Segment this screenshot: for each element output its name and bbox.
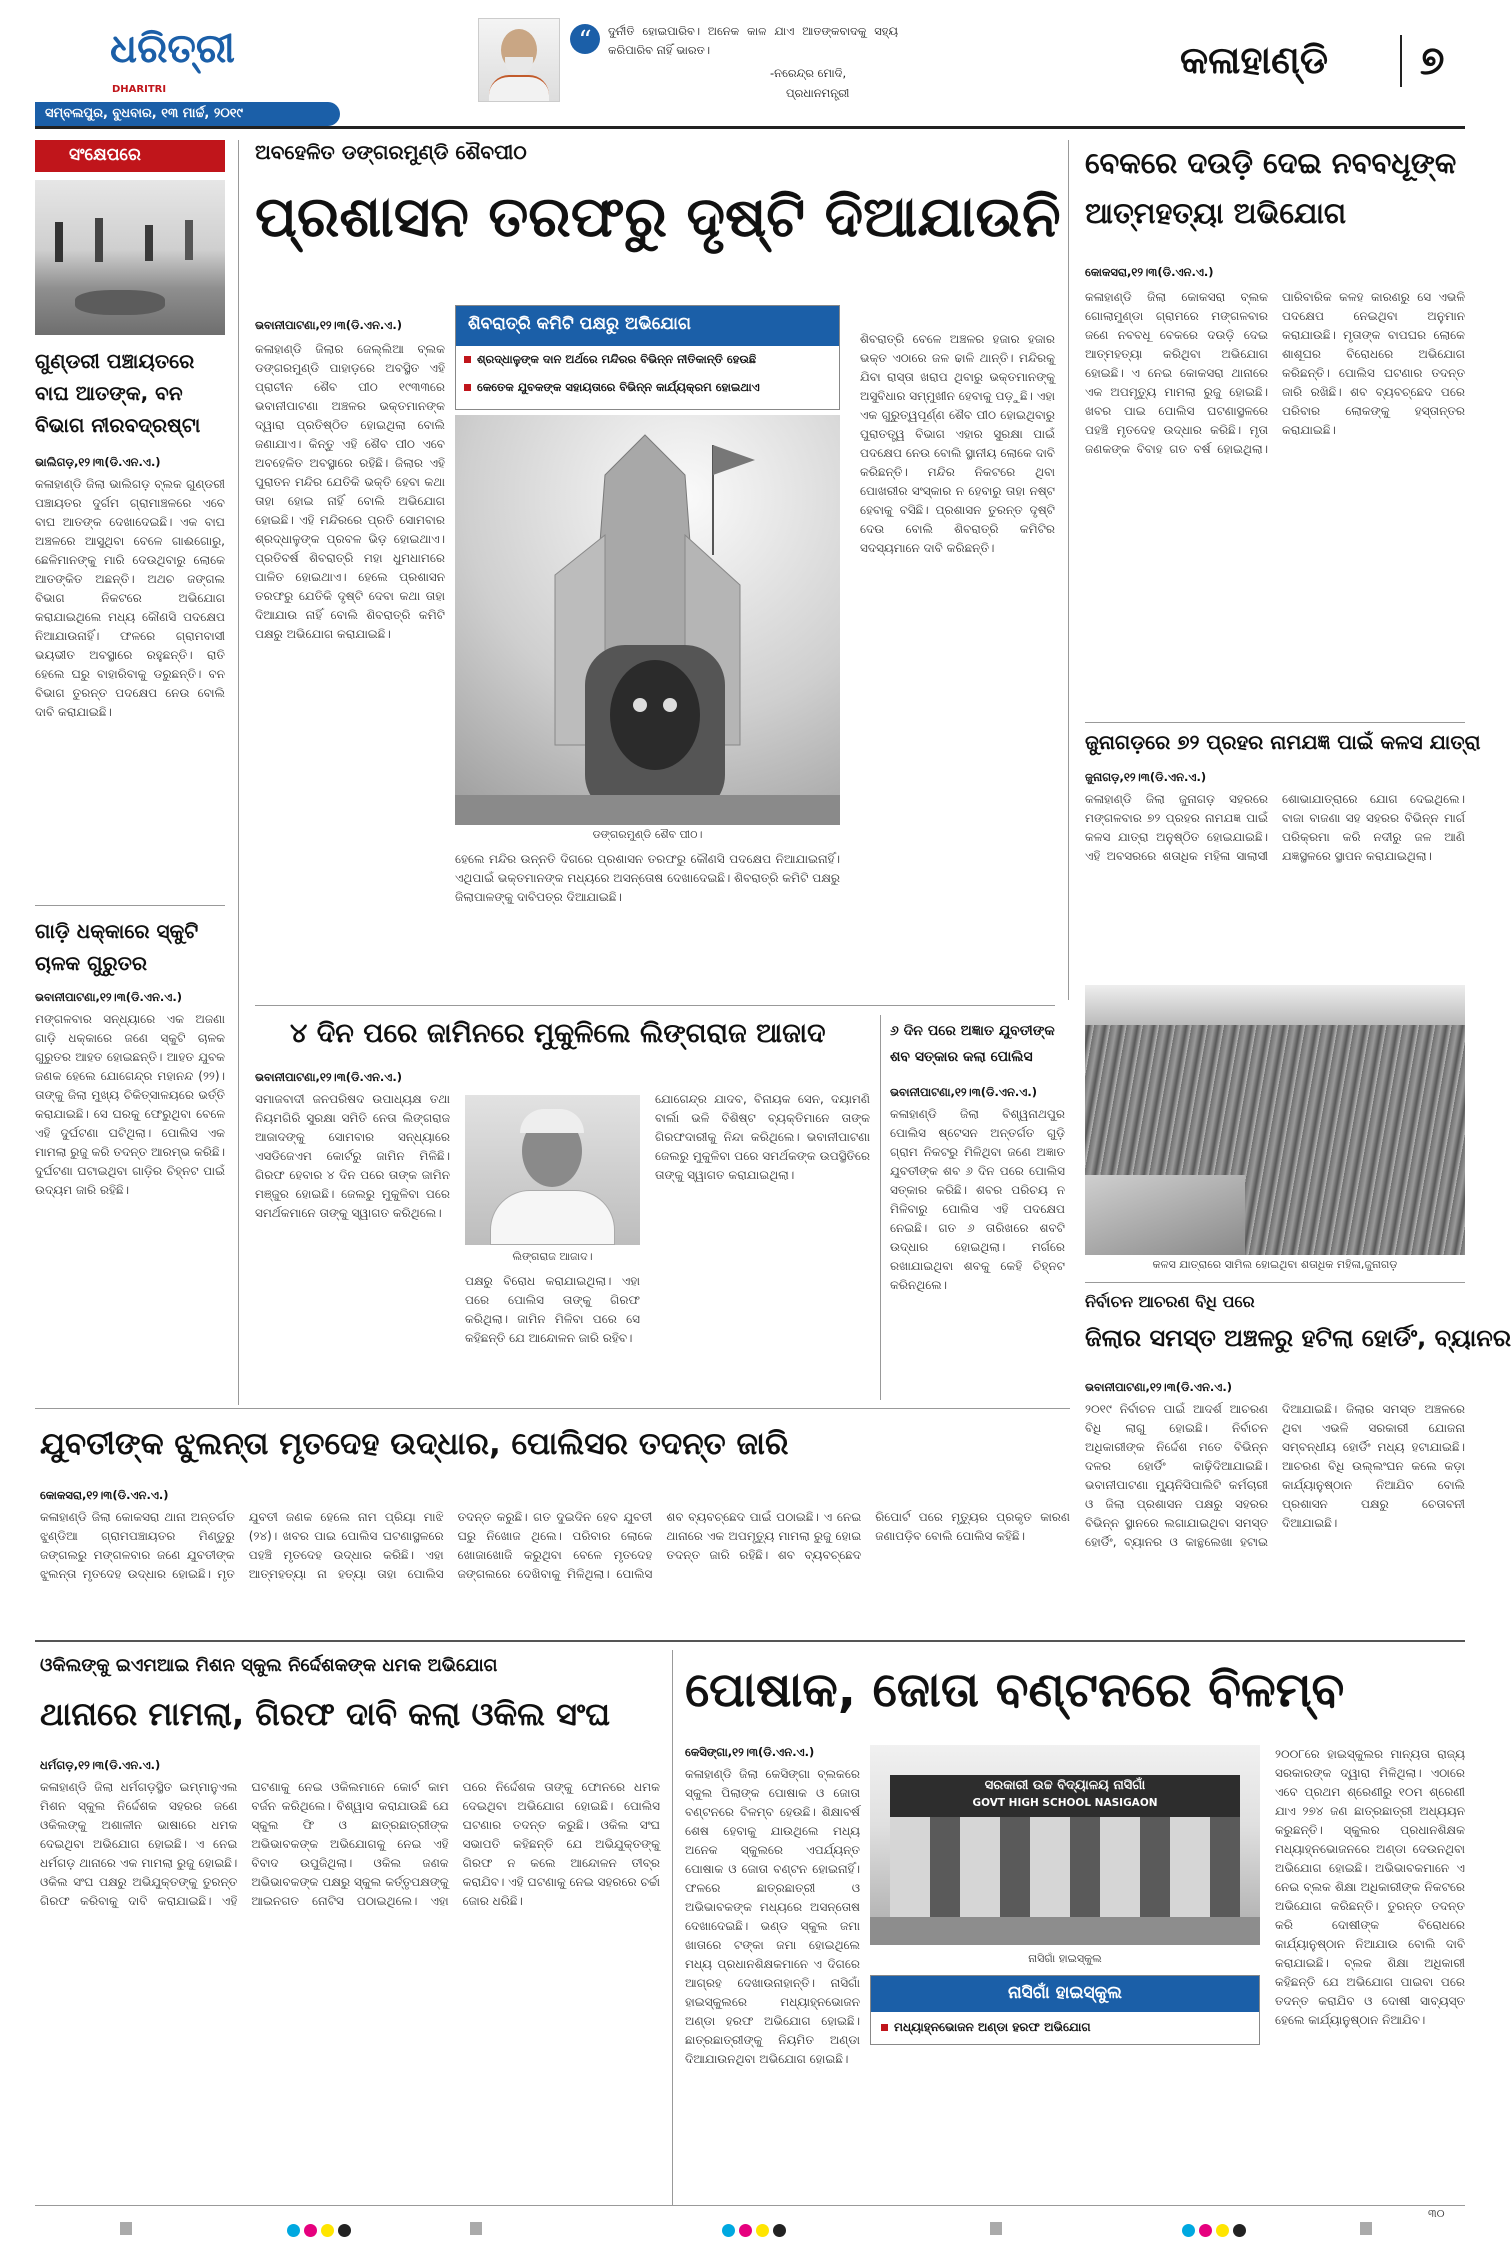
- story6-dateline: କୋକସରା,୧୨।୩(ଡି.ଏନ.ଏ.): [40, 1488, 169, 1502]
- story4-body: ସମାଜବାଦୀ ଜନପରିଷଦ ଉପାଧ୍ୟକ୍ଷ ତଥା ନିୟମଗିରି ସୁରକ୍ଷା ସମିତି ନେତା ଲିଙ୍ଗରାଜ ଆଜାଦଙ୍କୁ ସୋମବାର ସନ୍ଧ୍ୟାରେ ଏସଡିଜେଏମ କୋର୍ଟରୁ ଜାମିନ ମିଳିଛି। ଗିରଫ ହେବାର ୪ ଦିନ ପରେ ତାଙ୍କ ଜାମିନ ମଞ୍ଜୁର ହୋଇଛି। ଜେଲରୁ ମୁକୁଳିବା ପରେ ସମର୍ଥକମାନେ ତାଙ୍କୁ ସ୍ୱାଗତ କରିଥିଲେ।: [255, 1092, 454, 1220]
- story8-body: କଳାହାଣ୍ଡି ଜିଲା କେସିଙ୍ଗା ବ୍ଲକରେ ସ୍କୁଲ ପିଲାଙ୍କ ପୋଷାକ ଓ ଜୋତା ବଣ୍ଟନରେ ବିଳମ୍ବ ହେଉଛି। ଶିକ୍ଷାବର୍ଷ ଶେଷ ହେବାକୁ ଯାଉଥିଲେ ମଧ୍ୟ ଅନେକ ସ୍କୁଲରେ ଏପର୍ଯ୍ୟନ୍ତ ପୋଷାକ ଓ ଜୋତା ବଣ୍ଟନ ହୋଇନାହିଁ। ଫଳରେ ଛାତ୍ରଛାତ୍ରୀ ଓ ଅଭିଭାବକଙ୍କ ମଧ୍ୟରେ ଅସନ୍ତୋଷ ଦେଖାଦେଇଛି। ଭଣ୍ଡ ସ୍କୁଲ ଜମା ଖାତାରେ ଟଙ୍କା ଜମା ହୋଇଥିଲେ ମଧ୍ୟ ପ୍ରଧାନଶିକ୍ଷକମାନେ ଏ ଦିଗରେ ଆଗ୍ରହ ଦେଖାଉନାହାନ୍ତି। ନାସିଗାଁ ହାଇସ୍କୁଲରେ ମଧ୍ୟାହ୍ନଭୋଜନ ଅଣ୍ଡା ହରଫ ଅଭିଯୋଗ ହୋଇଛି। ଛାତ୍ରଛାତ୍ରୀଙ୍କୁ ନିୟମିତ ଅଣ୍ଡା ଦିଆଯାଉନଥିବା ଅଭିଯୋଗ ହୋଇଛି।: [685, 1767, 864, 2066]
- story7-dateline: ଧର୍ମଗଡ଼,୧୨।୩(ଡି.ଏନ.ଏ.): [40, 1758, 161, 1772]
- story5-body: କଳାହାଣ୍ଡି ଜିଲା ବିଶ୍ୱନାଥପୁର ପୋଲିସ ଷ୍ଟେସନ ଅନ୍ତର୍ଗତ ଗୁଡ଼ି ଗ୍ରାମ ନିକଟରୁ ମିଳିଥିବା ଜଣେ ଅଜ୍ଞାତ ଯୁବତୀଙ୍କ ଶବ ୬ ଦିନ ପରେ ପୋଲିସ ସତ୍କାର କରିଛି। ଶବର ପରିଚୟ ନ ମିଳିବାରୁ ପୋଲିସ ଏହି ପଦକ୍ଷେପ ନେଇଛି। ଗତ ୬ ତାରିଖରେ ଶବଟି ଉଦ୍ଧାର ହୋଇଥିଲା। ମର୍ଗରେ ରଖାଯାଇଥିବା ଶବକୁ କେହି ଚିହ୍ନଟ କରିନଥିଲେ।: [890, 1107, 1069, 1292]
- lead-box: [455, 305, 840, 410]
- kalasa-yatra-photo: [1085, 985, 1465, 1255]
- story2-headline: ଜୁନାଗଡ଼ରେ ୭୨ ପ୍ରହର ନାମଯଜ୍ଞ ପାଇଁ କଳସ ଯାତ୍ରା: [1085, 730, 1481, 754]
- brief-body-1: କଳାହାଣ୍ଡି ଜିଲା ଭାଲିଗଡ଼ ବ୍ଲକ ଗୁଣ୍ଡରୀ ପଞ୍ଚାୟତର ଦୁର୍ଗମ ଗ୍ରାମାଞ୍ଚଳରେ ଏବେ ବାଘ ଆତଙ୍କ ଦେଖାଦେଇଛି। ଏକ ବାଘ ଅଞ୍ଚଳରେ ଆସୁଥିବା ବେଳେ ଗାଈଗୋରୁ, ଛେଳିମାନଙ୍କୁ ମାରି ଦେଉଥିବାରୁ ଲୋକେ ଆତଙ୍କିତ ଅଛନ୍ତି। ଅଥଚ ଜଙ୍ଗଲ ବିଭାଗ ନିକଟରେ ଅଭିଯୋଗ କରାଯାଇଥିଲେ ମଧ୍ୟ କୌଣସି ପଦକ୍ଷେପ ନିଆଯାଉନାହିଁ। ଫଳରେ ଗ୍ରାମବାସୀ ଭୟଭୀତ ଅବସ୍ଥାରେ ରହୁଛନ୍ତି। ରାତି ହେଲେ ଘରୁ ବାହାରିବାକୁ ଡରୁଛନ୍ତି। ବନ ବିଭାଗ ତୁରନ୍ତ ପଦକ୍ଷେପ ନେଉ ବୋଲି ଦାବି କରାଯାଇଛି।: [35, 477, 229, 719]
- pm-photo: [478, 18, 560, 102]
- lead-headline: ପ୍ରଶାସନ ତରଫରୁ ଦୃଷ୍ଟି ଦିଆଯାଉନି: [255, 185, 1061, 250]
- brief-dateline-1: ଭାଲିଗଡ଼,୧୨।୩(ଡି.ଏନ.ଏ.): [35, 455, 161, 469]
- kalasa-yatra-caption: କଳସ ଯାତ୍ରାରେ ସାମିଲ ହୋଇଥିବା ଶତାଧିକ ମହିଳା,ଜୁନାଗଡ଼: [1152, 1258, 1398, 1271]
- brief-body-2: ମଙ୍ଗଳବାର ସନ୍ଧ୍ୟାରେ ଏକ ଅଜଣା ଗାଡ଼ି ଧକ୍କାରେ ଜଣେ ସ୍କୁଟି ଚାଳକ ଗୁରୁତର ଆହତ ହୋଇଛନ୍ତି। ଆହତ ଯୁବକ ଜଣକ ହେଲେ ଯୋଗେନ୍ଦ୍ର ମହାନନ୍ଦ (୨୨)। ତାଙ୍କୁ ଜିଲା ମୁଖ୍ୟ ଚିକିତ୍ସାଳୟରେ ଭର୍ତ୍ତି କରାଯାଇଛି। ସେ ଘରକୁ ଫେରୁଥିବା ବେଳେ ଏହି ଦୁର୍ଘଟଣା ଘଟିଥିଲା। ପୋଲିସ ଏକ ମାମଲା ରୁଜୁ କରି ତଦନ୍ତ ଆରମ୍ଭ କରିଛି। ଦୁର୍ଘଟଣା ଘଟାଇଥିବା ଗାଡ଼ିର ଚିହ୍ନଟ ପାଇଁ ଉଦ୍ୟମ ଜାରି ରହିଛି।: [35, 1012, 229, 1197]
- story7-kicker: ଓକିଲଙ୍କୁ ଇଏମଆଇ ମିଶନ ସ୍କୁଲ ନିର୍ଦ୍ଦେଶକଙ୍କ ଧମକ ଅଭିଯୋଗ: [40, 1655, 498, 1676]
- story1-headline: ବେକରେ ଦଉଡ଼ି ଦେଇ ନବବଧୂଙ୍କ ଆତ୍ମହତ୍ୟା ଅଭିଯୋଗ: [1085, 146, 1457, 230]
- quote-role: ପ୍ରଧାନମନ୍ତ୍ରୀ: [786, 86, 850, 100]
- story1-body: କଳାହାଣ୍ଡି ଜିଲା କୋକସରା ବ୍ଲକ ଗୋଲାମୁଣ୍ଡା ଗ୍ରାମରେ ମଙ୍ଗଳବାର ଜଣେ ନବବଧୂ ବେକରେ ଦଉଡ଼ି ଦେଇ ଆତ୍ମହତ୍ୟା କରିଥିବା ଅଭିଯୋଗ ହୋଇଛି। ଏ ନେଇ କୋକସରା ଥାନାରେ ଏକ ଅପମୃତ୍ୟୁ ମାମଲା ରୁଜୁ ହୋଇଛି। ଖବର ପାଇ ପୋଲିସ ଘଟଣାସ୍ଥଳରେ ପହଞ୍ଚି ମୃତଦେହ ଉଦ୍ଧାର କରିଛି। ମୃତା ଜଣକଙ୍କ ବିବାହ ଗତ ବର୍ଷ ହୋଇଥିଲା। ପାରିବାରିକ କଳହ କାରଣରୁ ସେ ଏଭଳି ପଦକ୍ଷେପ ନେଇଥିବା ଅନୁମାନ କରାଯାଉଛି। ମୃତାଙ୍କ ବାପଘର ଲୋକେ ଶାଶୂଘର ବିରୋଧରେ ଅଭିଯୋଗ କରିଛନ୍ତି। ପୋଲିସ ଘଟଣାର ତଦନ୍ତ ଜାରି ରଖିଛି। ଶବ ବ୍ୟବଚ୍ଛେଦ ପରେ ପରିବାର ଲୋକଙ୍କୁ ହସ୍ତାନ୍ତର କରାଯାଇଛି।: [1085, 290, 1469, 456]
- print-registration-marks: [100, 2222, 1400, 2236]
- story8-body-2: ୨୦୦୮ରେ ହାଇସ୍କୁଲର ମାନ୍ୟତା ରାଜ୍ୟ ସରକାରଙ୍କ ଦ୍ୱାରା ମିଳିଥିଲା। ଏଠାରେ ଏବେ ପ୍ରଥମ ଶ୍ରେଣୀରୁ ୧୦ମ ଶ୍ରେଣୀ ଯାଏ ୨୭୪ ଜଣ ଛାତ୍ରଛାତ୍ରୀ ଅଧ୍ୟୟନ କରୁଛନ୍ତି। ସ୍କୁଲର ପ୍ରଧାନଶିକ୍ଷକ ମଧ୍ୟାହ୍ନଭୋଜନରେ ଅଣ୍ଡା ଦେଉନଥିବା ଅଭିଯୋଗ ହୋଇଛି। ଅଭିଭାବକମାନେ ଏ ନେଇ ବ୍ଲକ ଶିକ୍ଷା ଅଧିକାରୀଙ୍କ ନିକଟରେ ଅଭିଯୋଗ କରିଛନ୍ତି। ତୁରନ୍ତ ତଦନ୍ତ କରି ଦୋଷୀଙ୍କ ବିରୋଧରେ କାର୍ଯ୍ୟାନୁଷ୍ଠାନ ନିଆଯାଉ ବୋଲି ଦାବି କରାଯାଇଛି। ବ୍ଲକ ଶିକ୍ଷା ଅଧିକାରୀ କହିଛନ୍ତି ଯେ ଅଭିଯୋଗ ପାଇବା ପରେ ତଦନ୍ତ କରାଯିବ ଓ ଦୋଷୀ ସାବ୍ୟସ୍ତ ହେଲେ କାର୍ଯ୍ୟାନୁଷ୍ଠାନ ନିଆଯିବ।: [1275, 1747, 1469, 2027]
- grey-bar: [470, 2222, 482, 2235]
- brief-headline-2: ଗାଡ଼ି ଧକ୍କାରେ ସ୍କୁଟି ଚାଳକ ଗୁରୁତର: [35, 919, 199, 975]
- story3-kicker: ନିର୍ବାଚନ ଆଚରଣ ବିଧି ପରେ: [1085, 1292, 1255, 1311]
- story3-dateline: ଭବାନୀପାଟଣା,୧୨।୩(ଡି.ଏନ.ଏ.): [1085, 1380, 1232, 1394]
- lead-box-item-text: କେତେକ ଯୁବକଙ୍କ ସହାୟତାରେ ବିଭିନ୍ନ କାର୍ଯ୍ୟକ୍ରମ ହୋଇଥାଏ: [477, 380, 760, 394]
- lead-col3: ଶିବରାତ୍ରି ବେଳେ ଅଞ୍ଚଳର ହଜାର ହଜାର ଭକ୍ତ ଏଠାରେ ଜଳ ଢାଳି ଥାନ୍ତି। ମନ୍ଦିରକୁ ଯିବା ରାସ୍ତା ଖରାପ ଥିବାରୁ ଭକ୍ତମାନଙ୍କୁ ଅସୁବିଧାର ସମ୍ମୁଖୀନ ହେବାକୁ ପଡ଼ୁଛି। ଏହା ଏକ ଗୁରୁତ୍ୱପୂର୍ଣ୍ଣ ଶୈବ ପୀଠ ହୋଇଥିବାରୁ ପୁରାତତ୍ତ୍ୱ ବିଭାଗ ଏହାର ସୁରକ୍ଷା ପାଇଁ ପଦକ୍ଷେପ ନେଉ ବୋଲି ସ୍ଥାନୀୟ ଲୋକେ ଦାବି କରିଛନ୍ତି। ମନ୍ଦିର ନିକଟରେ ଥିବା ପୋଖରୀର ସଂସ୍କାର ନ ହେବାରୁ ତାହା ନଷ୍ଟ ହେବାକୁ ବସିଛି। ପ୍ରଶାସନ ତୁରନ୍ତ ଦୃଷ୍ଟି ଦେଉ ବୋଲି ଶିବରାତ୍ରି କମିଟିର ସଦସ୍ୟମାନେ ଦାବି କରିଛନ୍ତି।: [860, 332, 1059, 555]
- temple-illustration: [455, 415, 840, 825]
- school-sign-text: ସରକାରୀ ଉଚ୍ଚ ବିଦ୍ୟାଳୟ ନାସିଗାଁ: [984, 1778, 1146, 1793]
- bullet-icon: [464, 356, 471, 363]
- story7-body: କଳାହାଣ୍ଡି ଜିଲା ଧର୍ମଗଡ଼ସ୍ଥିତ ଇମ୍ମାନୁଏଲ ମିଶନ ସ୍କୁଲ ନିର୍ଦ୍ଦେଶକ ସହରର ଜଣେ ଓକିଲଙ୍କୁ ଅଶାଳୀନ ଭାଷାରେ ଧମକ ଦେଇଥିବା ଅଭିଯୋଗ ହୋଇଛି। ଏ ନେଇ ଧର୍ମଗଡ଼ ଥାନାରେ ଏକ ମାମଲା ରୁଜୁ ହୋଇଛି। ଓକିଲ ସଂଘ ପକ୍ଷରୁ ଅଭିଯୁକ୍ତଙ୍କୁ ତୁରନ୍ତ ଗିରଫ କରିବାକୁ ଦାବି କରାଯାଇଛି। ଏହି ଘଟଣାକୁ ନେଇ ଓକିଲମାନେ କୋର୍ଟ କାମ ବର୍ଜନ କରିଥିଲେ। ବିଶ୍ୱାସ କରାଯାଉଛି ଯେ ସ୍କୁଲ ଫି ଓ ଛାତ୍ରଛାତ୍ରୀଙ୍କ ଅଭିଭାବକଙ୍କ ଅଭିଯୋଗକୁ ନେଇ ଏହି ବିବାଦ ଉପୁଜିଥିଲା। ଓକିଲ ଜଣକ ଅଭିଭାବକଙ୍କ ପକ୍ଷରୁ ସ୍କୁଲ କର୍ତ୍ତୃପକ୍ଷଙ୍କୁ ଆଇନଗତ ନୋଟିସ ପଠାଇଥିଲେ। ଏହା ପରେ ନିର୍ଦ୍ଦେଶକ ତାଙ୍କୁ ଫୋନରେ ଧମକ ଦେଇଥିବା ଅଭିଯୋଗ ହୋଇଛି। ପୋଲିସ ଘଟଣାର ତଦନ୍ତ କରୁଛି। ଓକିଲ ସଂଘ ସଭାପତି କହିଛନ୍ତି ଯେ ଅଭିଯୁକ୍ତଙ୍କୁ ଗିରଫ ନ କଲେ ଆନ୍ଦୋଳନ ତୀବ୍ର କରାଯିବ। ଏହି ଘଟଣାକୁ ନେଇ ସହରରେ ଚର୍ଚ୍ଚା ଜୋର ଧରିଛି।: [40, 1780, 664, 1908]
- swatch-group: [720, 2222, 788, 2241]
- story4-body-3: ଯୋଗେନ୍ଦ୍ର ଯାଦବ, ବିନାୟକ ସେନ, ଦୟାମଣି ବାର୍ଲା ଭଳି ବିଶିଷ୍ଟ ବ୍ୟକ୍ତିମାନେ ତାଙ୍କ ଗିରଫଦାରୀକୁ ନିନ୍ଦା କରିଥିଲେ। ଭବାନୀପାଟଣା ଜେଲରୁ ମୁକୁଳିବା ପରେ ସମର୍ଥକଙ୍କ ଉପସ୍ଥିତିରେ ତାଙ୍କୁ ସ୍ୱାଗତ କରାଯାଇଥିଲା।: [655, 1092, 874, 1182]
- lead-box-item-1: [464, 352, 834, 367]
- story8-dateline: କେସିଙ୍ଗା,୧୨।୩(ଡି.ଏନ.ଏ.): [685, 1745, 815, 1759]
- story8-headline: ପୋଷାକ, ଜୋତା ବଣ୍ଟନରେ ବିଳମ୍ବ: [685, 1662, 1345, 1718]
- story4-body-2: ପକ୍ଷରୁ ବିରୋଧ କରାଯାଇଥିଲା। ଏହା ପରେ ପୋଲିସ ତାଙ୍କୁ ଗିରଫ କରିଥିଲା। ଜାମିନ ମିଳିବା ପରେ ସେ କହିଛନ୍ତି ଯେ ଆନ୍ଦୋଳନ ଜାରି ରହିବ।: [465, 1274, 644, 1345]
- lead-box-title: ଶିବରାତ୍ରି କମିଟି ପକ୍ଷରୁ ଅଭିଯୋଗ: [468, 314, 691, 334]
- school-sign-text-en: GOVT HIGH SCHOOL NASIGAON: [972, 1797, 1158, 1809]
- story1-dateline: କୋକସରା,୧୨।୩(ଡି.ଏନ.ଏ.): [1085, 265, 1214, 279]
- brief-headline-1: ଗୁଣ୍ଡରୀ ପଞ୍ଚାୟତରେ ବାଘ ଆତଙ୍କ, ବନ ବିଭାଗ ନୀରବଦ୍ରଷ୍ଟା: [35, 349, 201, 437]
- bullet-icon: [464, 384, 471, 391]
- page-number: ୭: [1420, 38, 1445, 84]
- school-box-title-bar: [871, 1976, 1259, 2012]
- school-sign: [890, 1775, 1240, 1817]
- story5-headline: ୬ ଦିନ ପରେ ଅଜ୍ଞାତ ଯୁବତୀଙ୍କ ଶବ ସତ୍କାର କଲା ପୋଲିସ: [890, 1023, 1055, 1065]
- temple-photo: [455, 415, 840, 825]
- section-divider: [1400, 35, 1402, 87]
- lead-col-below: ହେଲେ ମନ୍ଦିର ଉନ୍ନତି ଦିଗରେ ପ୍ରଶାସନ ତରଫରୁ କୌଣସି ପଦକ୍ଷେପ ନିଆଯାଇନାହିଁ। ଏଥିପାଇଁ ଭକ୍ତମାନଙ୍କ ମଧ୍ୟରେ ଅସନ୍ତୋଷ ଦେଖାଦେଇଛି। ଶିବରାତ୍ରି କମିଟି ପକ୍ଷରୁ ଜିଲାପାଳଙ୍କୁ ଦାବିପତ୍ର ଦିଆଯାଇଛି।: [455, 852, 844, 904]
- story7-headline: ଥାନାରେ ମାମଲା, ଗିରଫ ଦାବି କଲା ଓକିଲ ସଂଘ: [40, 1695, 611, 1733]
- brief-dateline-2: ଭବାନୀପାଟଣା,୧୨।୩(ଡି.ଏନ.ଏ.): [35, 990, 182, 1004]
- school-photo-caption: ନାସିଗାଁ ହାଇସ୍କୁଲ: [1028, 1952, 1102, 1965]
- grey-bar: [1360, 2222, 1372, 2235]
- lead-box-item-2: [464, 380, 834, 395]
- story4-headline: ୪ ଦିନ ପରେ ଜାମିନରେ ମୁକୁଳିଲେ ଲିଙ୍ଗରାଜ ଆଜାଦ: [290, 1018, 826, 1049]
- brief-label-bar: [35, 140, 225, 172]
- school-box: [870, 1975, 1260, 2045]
- section-title: କଳାହାଣ୍ଡି: [1180, 38, 1329, 82]
- lead-dateline: ଭବାନୀପାଟଣା,୧୨।୩(ଡି.ଏନ.ଏ.): [255, 318, 402, 332]
- temple-photo-caption: ଡଙ୍ଗରମୁଣ୍ଡି ଶୈବ ପୀଠ।: [592, 828, 703, 841]
- story3-body: ୨୦୧୯ ନିର୍ବାଚନ ପାଇଁ ଆଦର୍ଶ ଆଚରଣ ବିଧି ଲାଗୁ ହୋଇଛି। ନିର୍ବାଚନ ଅଧିକାରୀଙ୍କ ନିର୍ଦ୍ଦେଶ ମତେ ବିଭିନ୍ନ ଦଳର ହୋର୍ଡିଂ କାଢ଼ିଦିଆଯାଇଛି। ଭବାନୀପାଟଣା ମ୍ୟୁନିସିପାଲିଟି କର୍ମଚାରୀ ଓ ଜିଲା ପ୍ରଶାସନ ପକ୍ଷରୁ ସହରର ବିଭିନ୍ନ ସ୍ଥାନରେ ଲଗାଯାଇଥିବା ସମସ୍ତ ହୋର୍ଡିଂ, ବ୍ୟାନର ଓ କାନ୍ଥଲେଖା ହଟାଇ ଦିଆଯାଇଛି। ଜିଲାର ସମସ୍ତ ଅଞ୍ଚଳରେ ଥିବା ଏଭଳି ସରକାରୀ ଯୋଜନା ସମ୍ବନ୍ଧୀୟ ହୋର୍ଡିଂ ମଧ୍ୟ ହଟାଯାଇଛି। ଆଚରଣ ବିଧି ଉଲ୍ଲଂଘନ କଲେ କଡ଼ା କାର୍ଯ୍ୟାନୁଷ୍ଠାନ ନିଆଯିବ ବୋଲି ପ୍ରଶାସନ ପକ୍ଷରୁ ଚେତାବନୀ ଦିଆଯାଇଛି।: [1085, 1402, 1469, 1549]
- lead-kicker: ଅବହେଳିତ ଡଙ୍ଗରମୁଣ୍ଡି ଶୈବପୀଠ: [255, 140, 527, 164]
- brief-photo: [35, 180, 225, 335]
- lead-box-title-bar: [456, 306, 839, 346]
- story5-dateline: ଭବାନୀପାଟଣା,୧୨।୩(ଡି.ଏନ.ଏ.): [890, 1085, 1037, 1099]
- page-mark: ୩୦: [1428, 2207, 1445, 2220]
- quote-text: ଦୁର୍ନୀତି ହୋଇପାରିବ। ଅନେକ କାଳ ଯାଏ ଆତଙ୍କବାଦକୁ ସହ୍ୟ କରିପାରିବ ନାହିଁ ଭାରତ।: [608, 24, 902, 57]
- school-box-title: ନାସିଗାଁ ହାଇସ୍କୁଲ: [1008, 1983, 1122, 2003]
- story6-headline: ଯୁବତୀଙ୍କ ଝୁଲନ୍ତା ମୃତଦେହ ଉଦ୍ଧାର, ପୋଲିସର ତଦନ୍ତ ଜାରି: [40, 1426, 789, 1462]
- lead-col1: କଳାହାଣ୍ଡି ଜିଲାର ଜେଲ୍ଲିଆ ବ୍ଲକ ଡଙ୍ଗରମୁଣ୍ଡି ପାହାଡ଼ରେ ଅବସ୍ଥିତ ଏହି ପ୍ରାଚୀନ ଶୈବ ପୀଠ ୧୯୩୩ରେ ଭବାନୀପାଟଣା ଅଞ୍ଚଳର ଭକ୍ତମାନଙ୍କ ଦ୍ୱାରା ପ୍ରତିଷ୍ଠିତ ହୋଇଥିଲା ବୋଲି ଜଣାଯାଏ। କିନ୍ତୁ ଏହି ଶୈବ ପୀଠ ଏବେ ଅବହେଳିତ ଅବସ୍ଥାରେ ରହିଛି। ଜିଲାର ଏହି ପୁରାତନ ମନ୍ଦିର ଯେତିକି ଭକ୍ତି ହେବା କଥା ତାହା ହୋଇ ନାହିଁ ବୋଲି ଅଭିଯୋଗ ହୋଇଛି। ଏହି ମନ୍ଦିରରେ ପ୍ରତି ସୋମବାର ଶ୍ରଦ୍ଧାଳୁଙ୍କ ପ୍ରବଳ ଭିଡ଼ ହୋଇଥାଏ। ପ୍ରତିବର୍ଷ ଶିବରାତ୍ରି ମହା ଧୁମଧାମରେ ପାଳିତ ହୋଇଥାଏ। ହେଲେ ପ୍ରଶାସନ ତରଫରୁ ଯେତିକି ଦୃଷ୍ଟି ଦେବା କଥା ତାହା ଦିଆଯାଉ ନାହିଁ ବୋଲି ଶିବରାତ୍ରି କମିଟି ପକ୍ଷରୁ ଅଭିଯୋଗ କରାଯାଇଛି।: [255, 342, 449, 641]
- logo-sub: DHARITRI: [112, 84, 167, 95]
- school-photo: [870, 1745, 1260, 1945]
- swatch-group: [1180, 2222, 1248, 2241]
- masthead: [0, 0, 1500, 125]
- story2-dateline: ଜୁନାଗଡ଼,୧୨।୩(ଡି.ଏନ.ଏ.): [1085, 770, 1207, 784]
- linga-raj-caption: ଲିଙ୍ଗରାଜ ଆଜାଦ।: [512, 1250, 593, 1263]
- swatch-group: [285, 2222, 353, 2241]
- dateline: ସମ୍ବଲପୁର, ବୁଧବାର, ୧୩ ମାର୍ଚ୍ଚ, ୨୦୧୯: [45, 106, 243, 121]
- school-box-item: [881, 2020, 1251, 2035]
- grey-bar: [120, 2222, 132, 2235]
- school-box-item-text: ମଧ୍ୟାହ୍ନଭୋଜନ ଅଣ୍ଡା ହରଫ ଅଭିଯୋଗ: [894, 2020, 1091, 2034]
- story4-dateline: ଭବାନୀପାଟଣା,୧୨।୩(ଡି.ଏନ.ଏ.): [255, 1070, 402, 1084]
- story2-body: କଳାହାଣ୍ଡି ଜିଲା ଜୁନାଗଡ଼ ସହରରେ ମଙ୍ଗଳବାର ୭୨ ପ୍ରହର ନାମଯଜ୍ଞ ପାଇଁ କଳସ ଯାତ୍ରା ଅନୁଷ୍ଠିତ ହୋଇଯାଇଛି। ଏହି ଅବସରରେ ଶତାଧିକ ମହିଳା ସାଲାସୀ ଶୋଭାଯାତ୍ରାରେ ଯୋଗ ଦେଇଥିଲେ। ବାଜା ବାଜଣା ସହ ସହରର ବିଭିନ୍ନ ମାର୍ଗ ପରିକ୍ରମା କରି ନଦୀରୁ ଜଳ ଆଣି ଯଜ୍ଞସ୍ଥଳରେ ସ୍ଥାପନ କରାଯାଇଥିଲା।: [1085, 792, 1469, 863]
- dateline-bar: [35, 102, 340, 126]
- quote-author: -ନରେନ୍ଦ୍ର ମୋଦି,: [770, 66, 847, 80]
- bullet-icon: [881, 2024, 888, 2031]
- lead-box-item-text: ଶ୍ରଦ୍ଧାଳୁଙ୍କ ଦାନ ଅର୍ଥରେ ମନ୍ଦିରର ବିଭିନ୍ନ ନୀତିକାନ୍ତି ହେଉଛି: [477, 352, 757, 366]
- quote-mark-icon: “: [570, 24, 600, 54]
- logo: ଧରିତ୍ରୀ: [110, 26, 235, 72]
- grey-bar: [990, 2222, 1002, 2235]
- brief-label: ସଂକ୍ଷେପରେ: [69, 145, 141, 165]
- story6-body: କଳାହାଣ୍ଡି ଜିଲା କୋକସରା ଥାନା ଅନ୍ତର୍ଗତ ଝୁଣ୍ଡିଆ ଗ୍ରାମପଞ୍ଚାୟତର ମିଣ୍ଡୁରୁ ଜଙ୍ଗଲରୁ ମଙ୍ଗଳବାର ଜଣେ ଯୁବତୀଙ୍କ ଝୁଲନ୍ତା ମୃତଦେହ ଉଦ୍ଧାର ହୋଇଛି। ମୃତ ଯୁବତୀ ଜଣକ ହେଲେ ନାମ ପ୍ରିୟା ମାଝି (୨୪)। ଖବର ପାଇ ପୋଲିସ ଘଟଣାସ୍ଥଳରେ ପହଞ୍ଚି ମୃତଦେହ ଉଦ୍ଧାର କରିଛି। ଏହା ଆତ୍ମହତ୍ୟା ନା ହତ୍ୟା ତାହା ପୋଲିସ ତଦନ୍ତ କରୁଛି। ଗତ ଦୁଇଦିନ ହେବ ଯୁବତୀ ଘରୁ ନିଖୋଜ ଥିଲେ। ପରିବାର ଲୋକେ ଖୋଜାଖୋଜି କରୁଥିବା ବେଳେ ମୃତଦେହ ଜଙ୍ଗଲରେ ଦେଖିବାକୁ ମିଳିଥିଲା। ପୋଲିସ ଶବ ବ୍ୟବଚ୍ଛେଦ ପାଇଁ ପଠାଇଛି। ଏ ନେଇ ଥାନାରେ ଏକ ଅପମୃତ୍ୟୁ ମାମଲା ରୁଜୁ ହୋଇ ତଦନ୍ତ ଜାରି ରହିଛି। ଶବ ବ୍ୟବଚ୍ଛେଦ ରିପୋର୍ଟ ପରେ ମୃତ୍ୟୁର ପ୍ରକୃତ କାରଣ ଜଣାପଡ଼ିବ ବୋଲି ପୋଲିସ କହିଛି।: [40, 1510, 1074, 1581]
- linga-raj-photo: [465, 1095, 640, 1245]
- story3-headline: ଜିଲାର ସମସ୍ତ ଅଞ୍ଚଳରୁ ହଟିଲା ହୋର୍ଡିଂ, ବ୍ୟାନର: [1085, 1324, 1511, 1352]
